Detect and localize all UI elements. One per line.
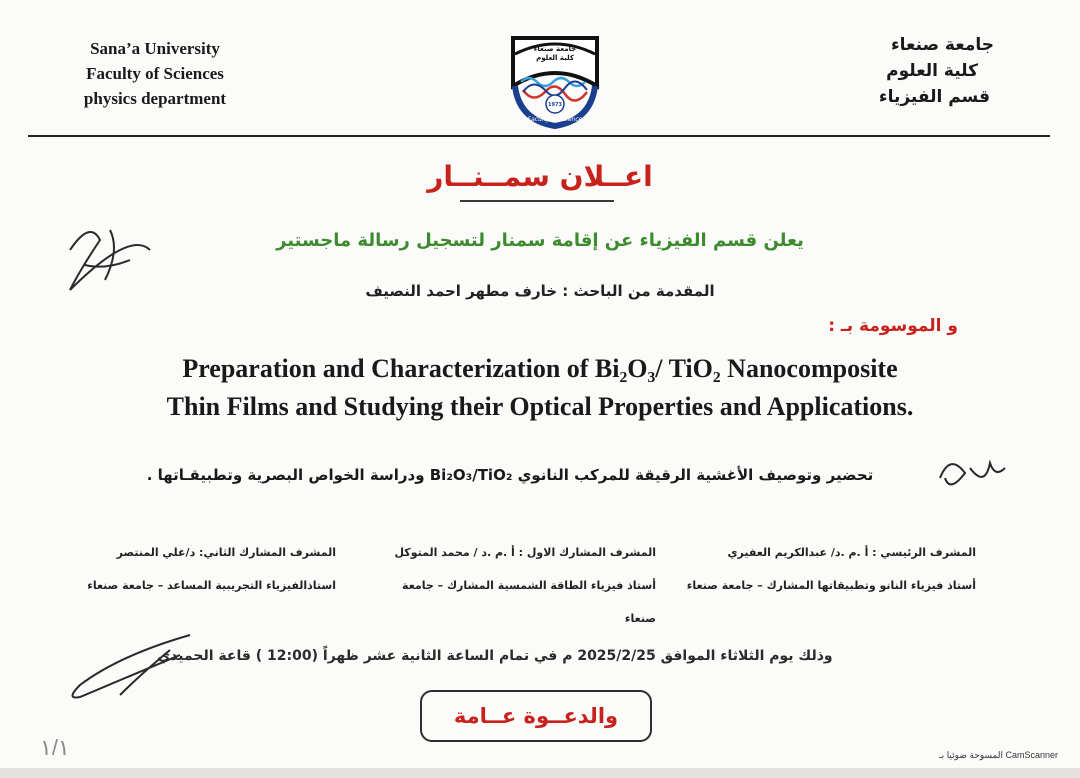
signature-right-icon — [930, 448, 1010, 498]
university-name-en: Sana’a University — [90, 39, 220, 58]
department-name-en: physics department — [83, 89, 227, 108]
signature-top-left-icon — [50, 210, 160, 305]
department-name-ar: قسم الفيزياء — [878, 87, 990, 107]
header-english — [50, 36, 260, 111]
co-supervisor-1 — [386, 536, 656, 635]
thesis-title-line-2: Thin Films and Studying their Optical Properties and Applications. — [166, 392, 914, 421]
announcement-title: اعــلان سمــنــار — [427, 160, 653, 193]
thesis-title-line-1: Preparation and Characterization of Bi₂O₃/ TiO₂ Nanocomposite — [182, 354, 898, 383]
header-arabic — [844, 32, 994, 110]
supervisor-position: أستاذ فيزياء الطاقة الشمسية المشارك – جامعة صنعاء — [402, 579, 656, 625]
thesis-title-arabic: تحضير وتوصيف الأغشية الرقيقة للمركب النانوي Bi₂O₃/TiO₂ ودراسة الخواص البصرية وتطبيقـاتها . — [146, 466, 874, 484]
university-name-ar: جامعة صنعاء — [890, 35, 994, 55]
invitation-text: والدعــوة عــامة — [453, 704, 619, 728]
entitled-label: و الموسومة بـ : — [828, 316, 958, 336]
supervisor-position: استاذالفيزياء التجريبية المساعد – جامعة صنعاء — [87, 579, 336, 592]
announcement-intro: يعلن قسم الفيزياء عن إقامة سمنار لتسجيل رسالة ماجستير — [276, 230, 804, 251]
event-details: وذلك يوم الثلاثاء الموافق 2025/2/25 م في تمام الساعة الثانية عشر ظهراً (12:00 ) قاعة الحميدي — [157, 648, 833, 664]
supervisor-role: المشرف المشارك الاول : أ .م .د / محمد المتوكل — [394, 546, 656, 559]
logo-ring-text: Faculty of Science — [527, 116, 583, 123]
page-number: ١/١ — [40, 735, 70, 760]
faculty-name-ar: كلية العلوم — [886, 61, 978, 81]
faculty-name-en: Faculty of Sciences — [86, 64, 224, 83]
logo-sub-text: كلية العلوم — [536, 54, 574, 62]
page-edge — [0, 768, 1080, 778]
title-underline — [460, 200, 614, 202]
signature-bottom-left-icon — [60, 625, 200, 710]
logo-top-text: جامعة صنعاء — [533, 45, 577, 53]
co-supervisor-2 — [86, 536, 336, 602]
header-divider — [28, 135, 1050, 137]
thesis-title-english — [60, 350, 1020, 426]
faculty-logo-icon — [505, 30, 605, 130]
supervisor-role: المشرف الرئيسي : أ .م .د/ عبدالكريم العفيري — [727, 546, 976, 559]
invitation-box — [420, 690, 652, 742]
presenter-line: المقدمة من الباحث : خارف مطهر احمد النصيف — [365, 282, 715, 300]
main-supervisor — [676, 536, 976, 602]
supervisor-position: أستاذ فيزياء النانو وتطبيقاتها المشارك – جامعة صنعاء — [686, 579, 976, 592]
scanner-watermark: المسوحة ضوئيا بـ CamScanner — [939, 750, 1058, 760]
logo-year: 1973 — [548, 102, 562, 108]
supervisor-role: المشرف المشارك الثاني: د/علي المنتصر — [116, 546, 336, 559]
